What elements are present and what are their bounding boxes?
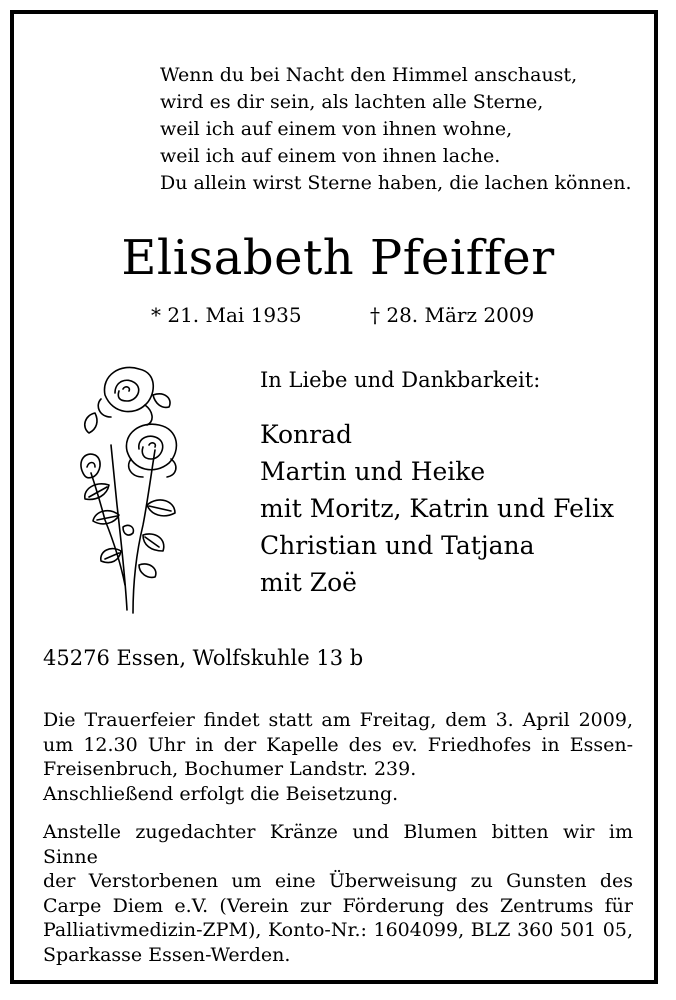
funeral-info [43,708,633,806]
poem-line: Du allein wirst Sterne haben, die lachen können. [160,172,632,194]
donation-line: Palliativmedizin-ZPM), Konto-Nr.: 1604099, BLZ 360 501 05, [43,919,633,941]
address: 45276 Essen, Wolfskuhle 13 b [43,646,364,670]
mourner-name: Konrad [260,420,353,449]
donation-line: Sparkasse Essen-Werden. [43,943,291,966]
donation-line: der Verstorbenen um eine Überweisung zu Gunsten des [43,870,633,892]
roses-illustration-icon [55,355,205,620]
funeral-line: Die Trauerfeier findet statt am Freitag, dem 3. April 2009, [43,709,633,731]
poem-line: weil ich auf einem von ihnen lache. [160,145,501,167]
death-date: † 28. März 2009 [370,303,535,327]
mourner-name: mit Moritz, Katrin und Felix [260,494,615,523]
funeral-line: Anschließend erfolgt die Beisetzung. [43,782,399,805]
funeral-line: Freisenbruch, Bochumer Landstr. 239. [43,758,417,780]
poem-line: wird es dir sein, als lachten alle Sterne, [160,91,544,113]
mourners-list [260,416,614,601]
birth-date: * 21. Mai 1935 [151,303,302,327]
funeral-line: um 12.30 Uhr in der Kapelle des ev. Friedhofes in Essen- [43,733,633,756]
donation-line: Carpe Diem e.V. (Verein zur Förderung des Zentrums für [43,894,633,917]
donation-info [43,820,633,967]
poem-line: weil ich auf einem von ihnen wohne, [160,118,513,140]
mourner-name: Christian und Tatjana [260,531,535,560]
poem-line: Wenn du bei Nacht den Himmel anschaust, [160,64,578,86]
mourners-intro: In Liebe und Dankbarkeit: [260,368,541,392]
mourner-name: Martin und Heike [260,457,486,486]
poem [160,62,632,197]
deceased-name: Elisabeth Pfeiffer [121,230,555,286]
mourner-name: mit Zoë [260,568,357,597]
donation-line: Anstelle zugedachter Kränze und Blumen bitten wir im Sinne [43,821,633,868]
